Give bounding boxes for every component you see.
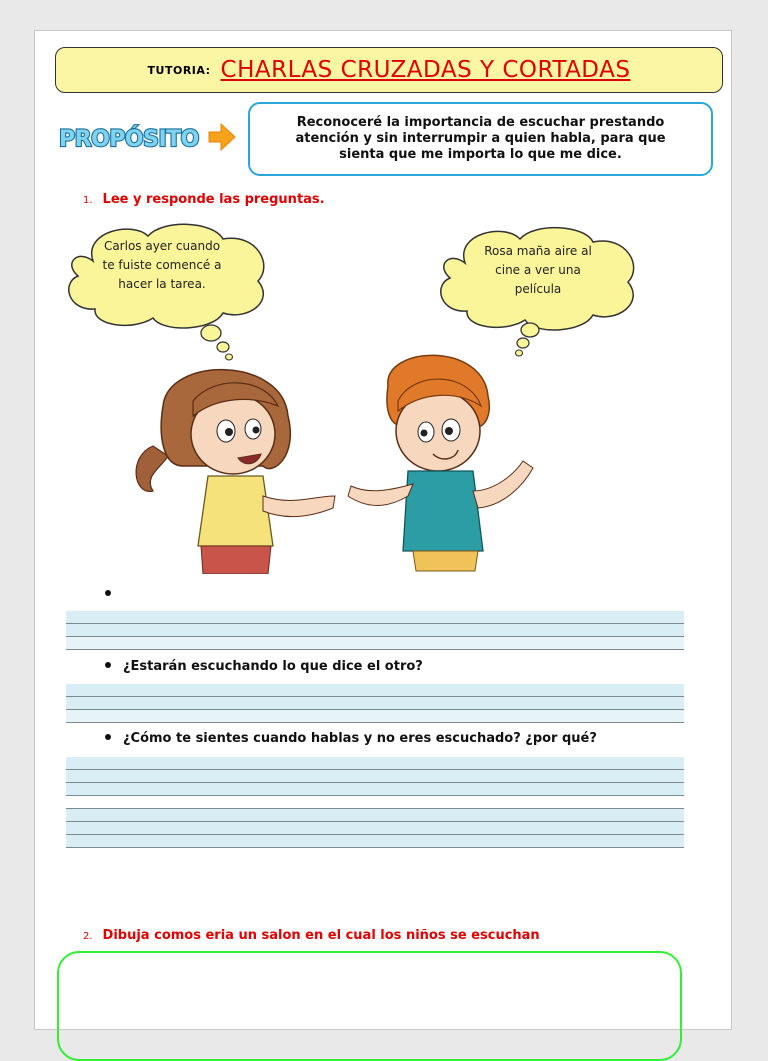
- section-2-number: 2.: [83, 931, 93, 942]
- page-title: CHARLAS CRUZADAS Y CORTADAS: [220, 57, 631, 83]
- title-banner: [55, 47, 723, 93]
- title-label: TUTORIA:: [147, 63, 211, 77]
- purpose-statement: [248, 102, 713, 176]
- answer-lines-2[interactable]: [66, 684, 684, 723]
- proposito-badge: [57, 120, 237, 154]
- bullet-icon: [105, 662, 111, 668]
- answer-lines-3[interactable]: [66, 757, 684, 848]
- section-1-title: Lee y responde las preguntas.: [102, 192, 325, 207]
- girl-illustration: [136, 370, 335, 574]
- question-1: [105, 587, 123, 602]
- answer-lines-1[interactable]: [66, 611, 684, 650]
- arrow-right-icon: [209, 124, 235, 150]
- section-2-heading: [83, 928, 540, 943]
- proposito-label: PROPÓSITO: [59, 127, 199, 152]
- drawing-area[interactable]: [57, 951, 682, 1061]
- boy-illustration: [348, 355, 533, 571]
- children-talking-illustration: [123, 346, 563, 574]
- speech-text-right: Rosa maña aire al cine a ver una película: [484, 244, 592, 296]
- section-2-title: Dibuja comos eria un salon en el cual los niños se escuchan: [102, 928, 540, 943]
- worksheet-page: [34, 30, 732, 1030]
- question-2: ¿Estarán escuchando lo que dice el otro?: [105, 659, 423, 674]
- bullet-icon: [105, 590, 111, 596]
- bullet-icon: [105, 734, 111, 740]
- section-1-number: 1.: [83, 195, 93, 206]
- speech-text-left: Carlos ayer cuando te fuiste comencé a hacer la tarea.: [102, 239, 222, 291]
- section-1-heading: [83, 192, 325, 207]
- purpose-text: Reconoceré la importancia de escuchar prestando atención y sin interrumpir a quien habla, para que sienta que me importa lo que me dice.: [295, 115, 666, 162]
- question-3: ¿Cómo te sientes cuando hablas y no eres escuchado? ¿por qué?: [105, 731, 597, 746]
